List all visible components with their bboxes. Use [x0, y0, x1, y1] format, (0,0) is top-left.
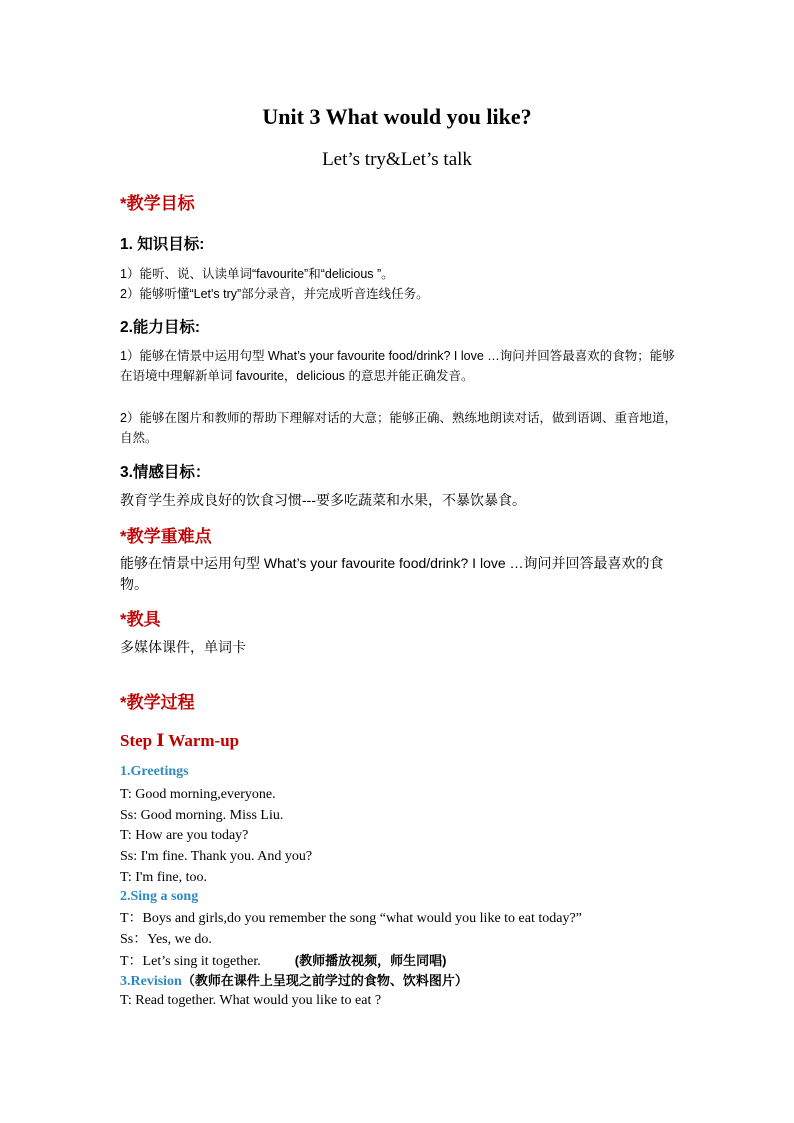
revision-note: （教师在课件上呈现之前学过的食物、饮料图片） — [181, 973, 468, 988]
greetings-line-4: Ss: I'm fine. Thank you. And you? — [120, 849, 313, 864]
greetings-line-1: T: Good morning,everyone. — [120, 787, 276, 802]
greetings-line-2: Ss: Good morning. Miss Liu. — [120, 808, 284, 823]
ability-heading: 2.能力目标: — [120, 319, 201, 336]
song-line-3-text: T：Let’s sing it together. — [120, 954, 261, 969]
knowledge-item-1: 1）能听、说、认读单词“favourite”和“delicious ”。 — [120, 267, 394, 281]
greetings-heading: 1.Greetings — [120, 764, 189, 779]
tools-text: 多媒体课件，单词卡 — [120, 639, 246, 655]
page-subtitle: Let’s try&Let’s talk — [322, 149, 472, 170]
song-heading: 2.Sing a song — [120, 889, 199, 904]
song-line-2: Ss：Yes, we do. — [120, 932, 212, 947]
knowledge-heading: 1. 知识目标: — [120, 236, 205, 253]
greetings-line-5: T: I'm fine, too. — [120, 870, 207, 885]
song-line-3 — [120, 951, 680, 972]
page-title: Unit 3 What would you like? — [262, 104, 532, 129]
revision-text: T: Read together. What would you like to eat ? — [120, 993, 382, 1008]
greetings-line-3: T: How are you today? — [120, 828, 249, 843]
revision-line — [120, 971, 680, 992]
key-points-text: 能够在情景中运用句型 What’s your favourite food/drink? I love …询问并回答最喜欢的食物。 — [120, 555, 664, 592]
key-points-heading: *教学重难点 — [120, 527, 212, 546]
step1-heading: Step Ⅰ Warm-up — [120, 731, 240, 750]
emotion-heading: 3.情感目标： — [120, 464, 211, 481]
song-line-1: T：Boys and girls,do you remember the song “what would you like to eat today?” — [120, 911, 582, 926]
ability-item-1: 1）能够在情景中运用句型 What’s your favourite food/drink? I love …询问并回答最喜欢的食物；能够在语境中理解新单词 favourite，delicious 的意思并能正确发音。 — [120, 349, 675, 383]
knowledge-item-2: 2）能够听懂“Let's try”部分录音，并完成听音连线任务。 — [120, 287, 429, 301]
ability-item-2: 2）能够在图片和教师的帮助下理解对话的大意；能够正确、熟练地朗读对话，做到语调、重音地道，自然。 — [120, 411, 677, 445]
revision-heading: 3.Revision — [120, 974, 182, 989]
song-line-3-note: (教师播放视频，师生同唱) — [294, 953, 447, 968]
tools-heading: *教具 — [120, 610, 161, 629]
emotion-text: 教育学生养成良好的饮食习惯---要多吃蔬菜和水果，不暴饮暴食。 — [120, 492, 526, 508]
objectives-heading: *教学目标 — [120, 194, 195, 213]
process-heading: *教学过程 — [120, 693, 195, 712]
